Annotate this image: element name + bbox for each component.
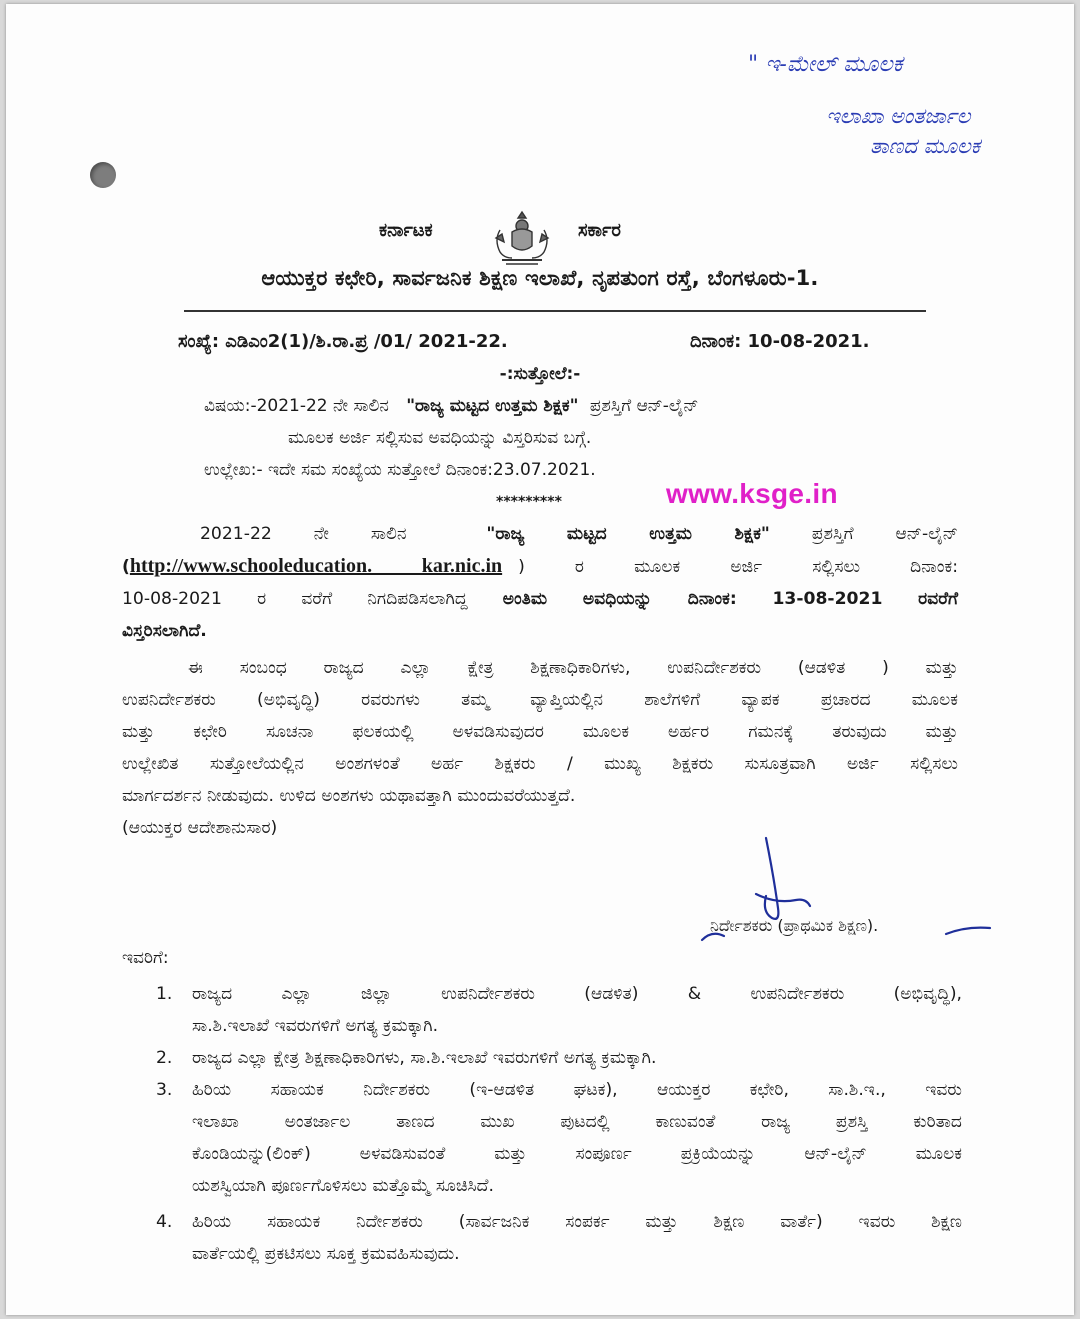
subject-line-2: ಮೂಲಕ ಅರ್ಜಿ ಸಲ್ಲಿಸುವ ಅವಧಿಯನ್ನು ವಿಸ್ತರಿಸುವ ಬಗ್ಗೆ.	[288, 428, 592, 448]
p2-line-2: ಉಪನಿರ್ದೇಶಕರು (ಅಭಿವೃದ್ಧಿ) ರವರುಗಳು ತಮ್ಮ ವ್ಯಾಪ್ತಿಯಲ್ಲಿನ ಶಾಲೆಗಳಿಗೆ ವ್ಯಾಪಕ ಪ್ರಚಾರದ ಮೂಲಕ	[122, 690, 958, 710]
office-name: ಆಯುಕ್ತರ ಕಛೇರಿ, ಸಾರ್ವಜನಿಕ ಶಿಕ್ಷಣ ಇಲಾಖೆ, ನೃಪತುಂಗ ರಸ್ತೆ, ಬೆಂಗಳೂರು-1.	[261, 266, 819, 290]
list-item: 3. ಹಿರಿಯ ಸಹಾಯಕ ನಿರ್ದೇಶಕರು (ಇ-ಆಡಳಿತ ಘಟಕ), ಆಯುಕ್ತರ ಕಛೇರಿ, ಸಾ.ಶಿ.ಇ., ಇವರು ಇಲಾಖಾ ಅಂತರ್ಜಾಲ ತಾಣದ ಮುಖ ಪುಟದಲ್ಲಿ ಕಾಣುವಂತೆ ರಾಜ್ಯ ಪ್ರಶಸ್ತಿ ಕುರಿತಾದ ಕೊಂಡಿಯನ್ನು(ಲಿಂಕ್) ಅಳವಡಿಸುವಂತೆ ಮತ್ತು ಸಂಪೂರ್ಣ ಪ್ರಕ್ರಿಯೆಯನ್ನು ಆನ್-ಲೈನ್ ಮೂಲಕ ಯಶಸ್ವಿಯಾಗಿ ಪೂರ್ಣಗೊಳಿಸಲು ಮತ್ತೊಮ್ಮೆ ಸೂಚಿಸಿದೆ.	[156, 1080, 962, 1196]
p1-line-2: (http://www.schooleducation. kar.nic.in ) ರ ಮೂಲಕ ಅರ್ಜಿ ಸಲ್ಲಿಸಲು ದಿನಾಂಕ:	[122, 555, 958, 577]
punch-hole	[90, 162, 116, 188]
subject-award-name: "ರಾಜ್ಯ ಮಟ್ಟದ ಉತ್ತಮ ಶಿಕ್ಷಕ"	[406, 396, 579, 416]
paragraph-2	[122, 652, 958, 844]
signature-icon	[696, 832, 996, 962]
subject-reference: ಉಲ್ಲೇಖ:- ಇದೇ ಸಮ ಸಂಖ್ಯೆಯ ಸುತ್ತೋಲೆ ದಿನಾಂಕ:23.07.2021.	[204, 460, 596, 480]
p1-line-4: ವಿಸ್ತರಿಸಲಾಗಿದೆ.	[122, 621, 207, 641]
handwritten-note-line3: ತಾಣದ ಮೂಲಕ	[870, 134, 981, 158]
list-item: 4. ಹಿರಿಯ ಸಹಾಯಕ ನಿರ್ದೇಶಕರು (ಸಾರ್ವಜನಿಕ ಸಂಪರ್ಕ ಮತ್ತು ಶಿಕ್ಷಣ ವಾರ್ತೆ) ಇವರು ಶಿಕ್ಷಣ ವಾರ್ತೆಯಲ್ಲಿ ಪ್ರಕಟಿಸಲು ಸೂಕ್ತ ಕ್ರಮವಹಿಸುವುದು.	[156, 1212, 962, 1264]
gov-name-left: ಕರ್ನಾಟಕ	[379, 220, 433, 241]
gov-name-right: ಸರ್ಕಾರ	[578, 220, 621, 241]
state-emblem-icon	[486, 208, 558, 268]
subject-prefix: ವಿಷಯ:-2021-22 ನೇ ಸಾಲಿನ	[204, 396, 389, 416]
recipients-list	[156, 978, 962, 1270]
reference-number: ಸಂಖ್ಯೆ: ಎಡಿಎಂ2(1)/ಶಿ.ರಾ.ಪ್ರ /01/ 2021-22.	[178, 331, 508, 352]
list-item: 1. ರಾಜ್ಯದ ಎಲ್ಲಾ ಜಿಲ್ಲಾ ಉಪನಿರ್ದೇಶಕರು (ಆಡಳಿತ) & ಉಪನಿರ್ದೇಶಕರು (ಅಭಿವೃದ್ಧಿ), ಸಾ.ಶಿ.ಇಲಾಖೆ ಇವರುಗಳಿಗೆ ಅಗತ್ಯ ಕ್ರಮಕ್ಕಾಗಿ.	[156, 984, 962, 1036]
order-note: (ಆಯುಕ್ತರ ಆದೇಶಾನುಸಾರ)	[122, 818, 278, 838]
portal-link[interactable]: http://www.schooleducation. kar.nic.in	[129, 555, 503, 577]
p2-line-1: ಈ ಸಂಬಂಧ ರಾಜ್ಯದ ಎಲ್ಲಾ ಕ್ಷೇತ್ರ ಶಿಕ್ಷಣಾಧಿಕಾರಿಗಳು, ಉಪನಿರ್ದೇಶಕರು (ಆಡಳಿತ ) ಮತ್ತು	[188, 658, 958, 678]
website-watermark: www.ksge.in	[666, 478, 838, 509]
header-rule	[184, 310, 926, 312]
p2-line-3: ಮತ್ತು ಕಛೇರಿ ಸೂಚನಾ ಫಲಕಯಲ್ಲಿ ಅಳವಡಿಸುವುದರ ಮೂಲಕ ಅರ್ಹರ ಗಮನಕ್ಕೆ ತರುವುದು ಮತ್ತು	[122, 722, 958, 742]
recipients-heading: ಇವರಿಗೆ:	[122, 948, 169, 968]
p2-line-4: ಉಲ್ಲೇಖಿತ ಸುತ್ತೋಲೆಯಲ್ಲಿನ ಅಂಶಗಳಂತೆ ಅರ್ಹ ಶಿಕ್ಷಕರು / ಮುಖ್ಯ ಶಿಕ್ಷಕರು ಸುಸೂತ್ರವಾಗಿ ಅರ್ಜಿ ಸಲ್ಲಿಸಲು	[122, 754, 958, 774]
subject-line-1	[204, 396, 698, 416]
list-item: 2. ರಾಜ್ಯದ ಎಲ್ಲಾ ಕ್ಷೇತ್ರ ಶಿಕ್ಷಣಾಧಿಕಾರಿಗಳು, ಸಾ.ಶಿ.ಇಲಾಖೆ ಇವರುಗಳಿಗೆ ಅಗತ್ಯ ಕ್ರಮಕ್ಕಾಗಿ.	[156, 1048, 657, 1068]
reference-date: ದಿನಾಂಕ: 10-08-2021.	[690, 331, 870, 352]
handwritten-note-line1: " ಇ-ಮೇಲ್ ಮೂಲಕ	[748, 52, 903, 77]
signatory-designation: ನಿರ್ದೇಶಕರು (ಪ್ರಾಥಮಿಕ ಶಿಕ್ಷಣ).	[710, 916, 879, 935]
letterhead	[6, 208, 1074, 268]
handwritten-note-line2: ಇಲಾಖಾ ಅಂತರ್ಜಾಲ	[826, 104, 971, 128]
separator-stars: *********	[496, 494, 562, 510]
circular-title: -:ಸುತ್ತೋಲೆ:-	[499, 364, 581, 384]
document-page	[6, 4, 1074, 1315]
p1-line-1: 2021-22 ನೇ ಸಾಲಿನ "ರಾಜ್ಯ ಮಟ್ಟದ ಉತ್ತಮ ಶಿಕ್ಷಕ" ಪ್ರಶಸ್ತಿಗೆ ಆನ್-ಲೈನ್	[200, 524, 958, 544]
paragraph-1	[122, 518, 958, 647]
subject-suffix: ಪ್ರಶಸ್ತಿಗೆ ಆನ್-ಲೈನ್	[589, 396, 699, 416]
p1-line-3: 10-08-2021 ರ ವರೆಗೆ ನಿಗದಿಪಡಿಸಲಾಗಿದ್ದ ಅಂತಿಮ ಅವಧಿಯನ್ನು ದಿನಾಂಕ: 13-08-2021 ರವರೆಗೆ	[122, 589, 959, 609]
p2-line-5: ಮಾರ್ಗದರ್ಶನ ನೀಡುವುದು. ಉಳಿದ ಅಂಶಗಳು ಯಥಾವತ್ತಾಗಿ ಮುಂದುವರೆಯುತ್ತದೆ.	[122, 786, 576, 806]
